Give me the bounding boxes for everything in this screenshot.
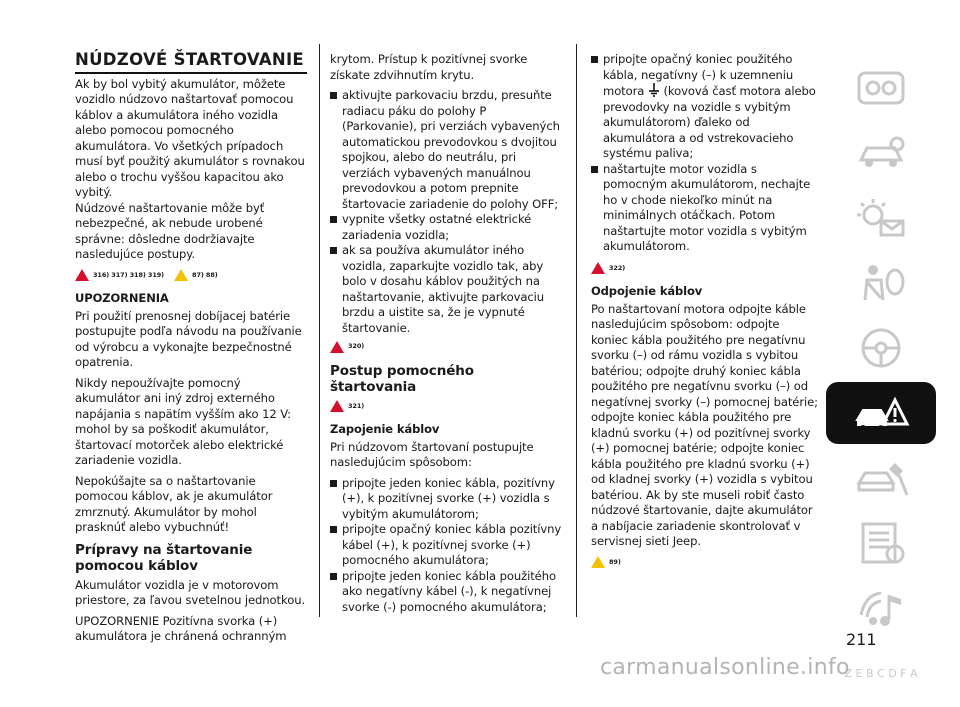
sidebar-item-service[interactable] (826, 447, 936, 509)
sidebar-item-lights[interactable] (826, 187, 936, 249)
bullet-item: aktivujte parkovaciu brzdu, presuňte radiacu páku do polohy P (Parkovanie), pri verziách vybavených automatickou prevodovkou s dvojitou spojkou, alebo do neutrálu, pri verziách vybavených manuálnou prevodovkou a potom prepnite štartovacie zariadenie do polohy OFF; (330, 88, 562, 212)
car-dashboard-icon (851, 65, 911, 111)
paragraph: Pri núdzovom štartovaní postupujte nasledujúcim spôsobom: (330, 439, 534, 469)
sidebar-item-dashboard[interactable] (826, 57, 936, 119)
paragraph: Núdzové naštartovanie môže byť nebezpečné, ak nebude urobené správne: dôsledne dodržiavajte nasledujúce postupy. (75, 200, 265, 261)
index-letters: Z E B C D F A (844, 667, 918, 680)
paragraph: Po naštartovaní motora odpojte káble nasledujúcim spôsobom: odpojte koniec kábla použitého pre negatívnu svorku (–) od rámu vozidla s vybitou batériou; odpojte druhý koniec kábla použitého pre negatívnu svorku (–) od negatívnej svorky (–) pomocnej batérie; odpojte koniec kábla použitého pre kladnú svorku (+) od pozitívnej svorky (+) pomocnej batérie; odpojte koniec kábla použitého pre kladnú svorku (+) od kladnej svorky (+) vozidla s vybitou batériou. Ak by ste museli robiť často núdzové štartovanie, dajte akumulátor a nabíjacie zariadenie skontrolovať v servisnej sieti Jeep. (591, 301, 818, 548)
column-divider (319, 44, 320, 617)
warning-triangle-icon (330, 341, 344, 353)
bullet-item: pripojte jeden koniec kábla, pozitívny (+), k pozitívnej svorke (+) vozidla s vybitým akumulátorom; (330, 476, 562, 523)
index-icon (844, 650, 918, 696)
bullet-item: pripojte opačný koniec kábla pozitívny kábel (+), k pozitívnej svorke (+) pomocného akumulátora; (330, 522, 562, 569)
column-1 (75, 52, 307, 650)
bullet-item: naštartujte motor vozidla s pomocným akumulátorom, nechajte ho v chode niekoľko minút na minimálnych otáčkach. Potom naštartujte motor vozidla s vybitým akumulátorom. (591, 162, 819, 255)
seatbelt-icon (851, 260, 911, 306)
bullet-item: ak sa používa akumulátor iného vozidla, zaparkujte vozidlo tak, aby bolo v dosahu káblov použitých na naštartovanie, aktivujte parkovaciu brzdu a uistite sa, že je vypnuté štartovanie. (330, 243, 562, 336)
bullet-text-start: pripojte opačný koniec použitého kábla, negatívny (–) k uzemneniu motora (603, 52, 794, 98)
heading-zapojenie: Zapojenie káblov (330, 422, 440, 436)
caution-refs: 89) (609, 557, 621, 566)
lights-icon (851, 195, 911, 241)
warning-references (330, 399, 562, 415)
warning-triangle-icon (330, 400, 344, 412)
sidebar-item-emergency[interactable] (826, 382, 936, 444)
warning-refs: 316) 317) 318) 319) (93, 270, 165, 279)
warning-refs: 320) (348, 342, 365, 350)
heading-pripravy: Prípravy na štartovanie pomocou káblov (75, 541, 253, 574)
sidebar-item-safety[interactable] (826, 252, 936, 314)
paragraph: Nepokúšajte sa o naštartovanie pomocou káblov, ak je akumulátor zmrznutý. Akumulátor by mohol prasknúť alebo vybuchnúť! (75, 473, 273, 534)
sidebar-item-key[interactable] (826, 122, 936, 184)
bullet-item: vypnite všetky ostatné elektrické zariadenia vozidla; (330, 212, 562, 243)
paragraph: Akumulátor vozidla je v motorovom priestore, za ľavou svetelnou jednotkou. (75, 577, 306, 607)
warning-triangle-icon (75, 269, 89, 281)
page-number: 211 (846, 630, 877, 649)
bullet-text-end: (kovová časť motora alebo prevodovky na vozidle s vybitým akumulátorom) ďaleko od akumulátora a od vstrekovacieho systému paliva; (603, 84, 816, 160)
bullet-item (591, 52, 819, 162)
multimedia-icon (851, 585, 911, 631)
warning-triangle-icon (591, 262, 605, 274)
column-2 (330, 52, 562, 615)
heading-upozornenia: UPOZORNENIA (75, 291, 169, 305)
warning-references (75, 268, 307, 284)
sidebar-item-multimedia[interactable] (826, 577, 936, 639)
caution-triangle-icon (174, 269, 188, 281)
sidebar-item-driving[interactable] (826, 317, 936, 379)
column-divider (576, 44, 577, 617)
caution-refs: 87) 88) (192, 270, 218, 279)
warning-references (330, 339, 562, 355)
column-3 (591, 52, 819, 578)
paragraph: Ak by bol vybitý akumulátor, môžete vozidlo núdzovo naštartovať pomocou káblov a akumulátora iného vozidla alebo pomocou pomocného akumulátora. Vo všetkých prípadoch musí byť použitý akumulátor s rovnakou alebo o trochu vyššou kapacitou ako vybitý. (75, 76, 305, 199)
heading-odpojenie: Odpojenie káblov (591, 284, 703, 298)
warning-refs: 322) (609, 263, 626, 272)
chapter-sidebar (826, 57, 936, 707)
paragraph: Pri použití prenosnej dobíjacej batérie postupujte podľa návodu na používanie od výrobcu a vykonajte bezpečnostné opatrenia. (75, 308, 302, 369)
emergency-icon (851, 390, 911, 436)
heading-postup: Postup pomocného štartovania (330, 362, 474, 395)
sidebar-item-technical[interactable] (826, 512, 936, 574)
section-title: NÚDZOVÉ ŠTARTOVANIE (75, 52, 307, 74)
bullet-item: pripojte jeden koniec kábla použitého ako negatívny kábel (-), k negatívnej svorke (-) pomocného akumulátora; (330, 569, 562, 616)
warning-references (591, 555, 819, 571)
steering-wheel-icon (851, 325, 911, 371)
paragraph: krytom. Prístup k pozitívnej svorke získate zdvihnutím krytu. (330, 52, 528, 82)
caution-triangle-icon (591, 556, 605, 568)
warning-references (591, 261, 819, 277)
paragraph: Nikdy nepoužívajte pomocný akumulátor ani iný zdroj externého napájania s napätím vyšším ako 12 V: mohol by sa poškodiť akumulátor, štartovací motorček alebo elektrické zariadenie vozidla. (75, 375, 291, 467)
paragraph: UPOZORNENIE Pozitívna svorka (+) akumulátora je chránená ochranným (75, 613, 287, 643)
ground-symbol-icon (648, 83, 660, 97)
technical-data-icon (851, 520, 911, 566)
warning-refs: 321) (348, 401, 365, 410)
car-key-icon (851, 130, 911, 176)
service-icon (851, 455, 911, 501)
watermark: carmanualsonline.info (600, 655, 850, 680)
